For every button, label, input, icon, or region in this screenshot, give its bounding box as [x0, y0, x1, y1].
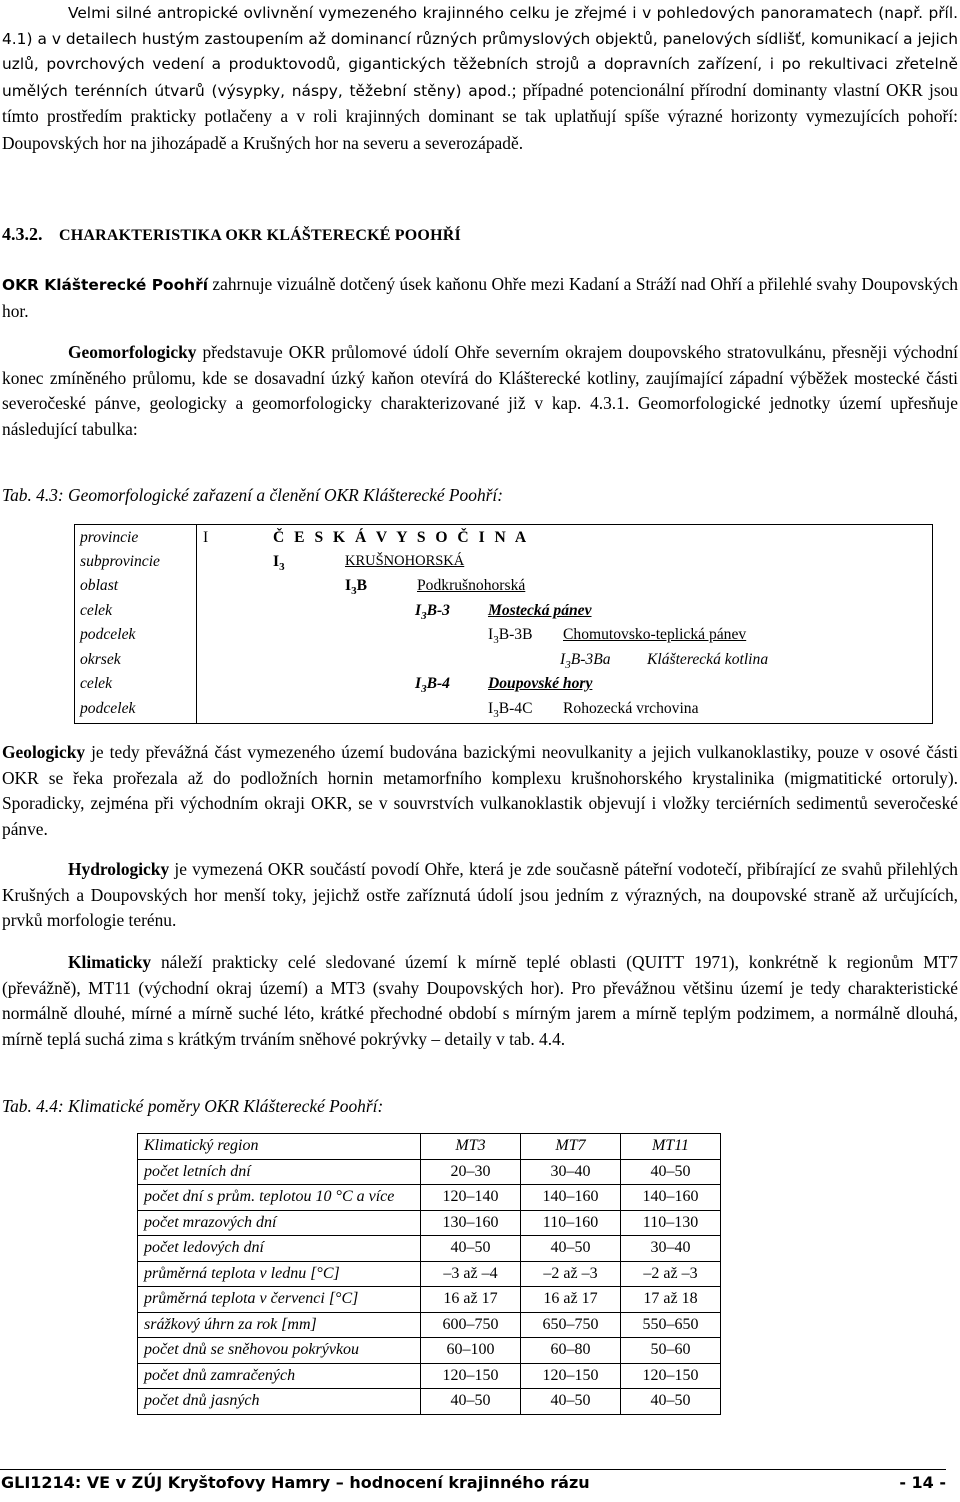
climate-value-cell: 40–50 — [621, 1159, 721, 1185]
table-4-3-caption: Tab. 4.3: Geomorfologické zařazení a členění OKR Klášterecké Poohří: — [2, 485, 504, 505]
climate-row — [138, 1389, 721, 1415]
climate-value-cell: 110–130 — [621, 1210, 721, 1236]
climate-value-cell: 40–50 — [521, 1389, 621, 1415]
climate-row — [138, 1312, 721, 1338]
code-cell: $I_3B-3$ — [415, 602, 450, 623]
unit-name-cell: Mostecká pánev — [488, 602, 592, 619]
climate-row-label: průměrná teplota v lednu [°C] — [138, 1261, 421, 1287]
climate-row-label: počet dnů se sněhovou pokrývkou — [138, 1338, 421, 1364]
intro-paragraph — [2, 1, 958, 157]
climate-value-cell: MT7 — [521, 1134, 621, 1160]
code-cell: $I_3B$ — [345, 577, 367, 598]
unit-name-cell: Č E S K Á V Y S O Č I N A — [273, 529, 530, 546]
citation-author: QUITT — [632, 952, 685, 972]
code-cell: $I_3B-3Ba$ — [560, 651, 611, 672]
climate-row — [138, 1363, 721, 1389]
climate-value-cell: 600–750 — [421, 1312, 521, 1338]
climate-value-cell: 40–50 — [421, 1389, 521, 1415]
climate-value-cell: 16 až 17 — [521, 1287, 621, 1313]
climate-value-cell: 30–40 — [621, 1236, 721, 1262]
code-cell: I — [203, 529, 209, 546]
hydrology-text: je vymezená OKR součástí povodí Ohře, která je zde současně páteřní vodotečí, přibírající ze svahů přilehlých Krušných a Doupovských hor menší toky, jejichž ostře zaříznutá údolí jsou jedním z výrazných, na doupovské straně až určujících, prvků morfologie terénu. — [2, 859, 958, 930]
unit-name-cell: Doupovské hory — [488, 675, 593, 692]
climate-row — [138, 1261, 721, 1287]
page-number: - 14 - — [899, 1473, 946, 1492]
climate-row — [138, 1159, 721, 1185]
intro-text-a: Velmi silné antropické ovlivnění vymezeného krajinného celku je zřejmé i v pohledových panoramatech (např. příl. 4.1) a v detailech hustým zastoupením až dominancí různých průmyslových objektů, panelových sídlišť, komunikací a jejich uzlů, povrchových vedení a produktovodů, gigantických těžebních strojů a dopravních zařízení, i po rekultivaci zřetelně umělých terénních útvarů (výsypky, náspy, těžební stěny) apod. — [2, 4, 958, 100]
climate-lead: Klimaticky — [68, 952, 152, 972]
intro-text-b: ; případné potencionální přírodní dominanty vlastní OKR jsou tímto prostředím prakticky potlačeny a v roli krajinných dominant se tak uplatňují spíše výrazné horizonty vymezujících pohoří: Doupovských hor na jihozápadě a Krušných hor na severu a severozápadě. — [2, 79, 958, 153]
unit-name-cell: Chomutovsko-teplická pánev — [563, 626, 747, 643]
climate-value-cell: 650–750 — [521, 1312, 621, 1338]
row-label-okrsek: okrsek — [80, 651, 121, 668]
footer-title: GLI1214: VE v ZÚJ Kryštofovy Hamry – hodnocení krajinného rázu — [1, 1473, 590, 1492]
table-4-4-caption: Tab. 4.4: Klimatické poměry OKR Klášterecké Poohří: — [2, 1096, 384, 1116]
unit-name-cell: Podkrušnohorská — [417, 577, 526, 594]
climate-value-cell: 120–150 — [621, 1363, 721, 1389]
climate-value-cell: 550–650 — [621, 1312, 721, 1338]
hydrology-paragraph — [2, 857, 958, 934]
climate-value-cell: 30–40 — [521, 1159, 621, 1185]
climate-value-cell: 20–30 — [421, 1159, 521, 1185]
climate-row-label: počet ledových dní — [138, 1236, 421, 1262]
okr-lead: OKR Klášterecké Poohří — [2, 276, 208, 294]
section-number: 4.3.2. — [2, 224, 43, 244]
climate-paragraph — [2, 950, 958, 1052]
geomorph-lead: Geomorfologicky — [68, 342, 197, 362]
geology-paragraph — [2, 740, 958, 842]
unit-name-cell: Rohozecká vrchovina — [563, 700, 699, 717]
climate-value-cell: MT11 — [621, 1134, 721, 1160]
code-cell: $I_3B-4C$ — [488, 700, 533, 721]
code-cell — [273, 553, 285, 573]
climate-value-cell: 140–160 — [621, 1185, 721, 1211]
climate-value-cell: MT3 — [421, 1134, 521, 1160]
climate-value-cell: 40–50 — [521, 1236, 621, 1262]
climate-value-cell: 60–100 — [421, 1338, 521, 1364]
climate-row — [138, 1338, 721, 1364]
climate-row-label: počet dnů jasných — [138, 1389, 421, 1415]
row-label-podcelek: podcelek — [80, 700, 136, 717]
climate-row — [138, 1210, 721, 1236]
climate-value-cell: 140–160 — [521, 1185, 621, 1211]
climate-value-cell: 40–50 — [621, 1389, 721, 1415]
climate-header-row — [138, 1134, 721, 1160]
okr-text: zahrnuje vizuálně dotčený úsek kaňonu Ohře mezi Kadaní a Stráží nad Ohří a přilehlé svahy Doupovských hor. — [2, 274, 958, 321]
unit-name-cell: Klášterecká kotlina — [647, 651, 769, 668]
hydrology-lead: Hydrologicky — [68, 859, 170, 879]
geomorph-text: představuje OKR průlomové údolí Ohře severním okrajem doupovského stratovulkánu, přesněji východní konec zmíněného průlomu, kde se dosavadní úzký kaňon otevírá do Klášterecké kotliny, zaujímající západní výběžek mostecké části severočeské pánve, geologicky a geomorfologicky charakterizované již v kap. 4.3.1. Geomorfologické jednotky území upřesňuje následující tabulka: — [2, 342, 958, 439]
climate-row-label: průměrná teplota v červenci [°C] — [138, 1287, 421, 1313]
climate-value-cell: 16 až 17 — [421, 1287, 521, 1313]
climate-text-1: náleží prakticky celé sledované území k mírně teplé oblasti ( — [151, 952, 633, 972]
climate-value-cell: 120–150 — [421, 1363, 521, 1389]
row-label-celek: celek — [80, 602, 113, 619]
code-cell: $I_3B-4$ — [415, 675, 450, 696]
climate-value-cell: 40–50 — [421, 1236, 521, 1262]
climate-row-label: Klimatický region — [138, 1134, 421, 1160]
climate-table — [137, 1133, 721, 1415]
geomorph-table — [74, 524, 933, 724]
row-label-podcelek: podcelek — [80, 626, 136, 643]
table-divider — [196, 525, 197, 723]
climate-row — [138, 1236, 721, 1262]
section-title: CHARAKTERISTIKA OKR KLÁŠTERECKÉ POOHŘÍ — [59, 227, 461, 244]
climate-row-label: počet dnů zamračených — [138, 1363, 421, 1389]
okr-paragraph — [2, 272, 958, 324]
climate-row-label: počet mrazových dní — [138, 1210, 421, 1236]
code-cell: $I_3B-3B$ — [488, 626, 533, 647]
climate-row-label: srážkový úhrn za rok [mm] — [138, 1312, 421, 1338]
climate-value-cell: 130–160 — [421, 1210, 521, 1236]
climate-value-cell: 17 až 18 — [621, 1287, 721, 1313]
row-label-oblast: oblast — [80, 577, 119, 594]
code-text: $I_3$ — [273, 553, 285, 574]
climate-row-label: počet letních dní — [138, 1159, 421, 1185]
climate-value-cell: –3 až –4 — [421, 1261, 521, 1287]
climate-value-cell: 50–60 — [621, 1338, 721, 1364]
row-label-provincie: provincie — [80, 529, 139, 546]
geomorph-paragraph — [2, 340, 958, 442]
row-label-subprovincie: subprovincie — [80, 553, 160, 570]
geology-lead: Geologicky — [2, 742, 86, 762]
climate-text-2: 1971), konkrétně k regionům MT7 (převážně), MT11 (východní okraj území) a MT3 (svahy Doupovských hor). Pro převážnou většinu území je tedy charakteristické normálně dlouhé, mírné a mírně suché léto, krátké přechodné období s mírným jarem a mírně teplým podzimem, a normálně dlouhá, mírně teplá suchá zima s krátkým trváním sněhové pokrývky – detaily v tab. 4.4. — [2, 952, 958, 1049]
climate-value-cell: –2 až –3 — [621, 1261, 721, 1287]
climate-row — [138, 1287, 721, 1313]
row-label-celek: celek — [80, 675, 113, 692]
climate-value-cell: 60–80 — [521, 1338, 621, 1364]
climate-value-cell: 120–140 — [421, 1185, 521, 1211]
section-heading — [2, 224, 461, 245]
climate-row-label: počet dní s prům. teplotou 10 °C a více — [138, 1185, 421, 1211]
footer-rule — [0, 1469, 946, 1470]
climate-value-cell: 120–150 — [521, 1363, 621, 1389]
climate-row — [138, 1185, 721, 1211]
unit-name-cell: KRUŠNOHORSKÁ — [345, 553, 465, 569]
climate-value-cell: 110–160 — [521, 1210, 621, 1236]
geology-text: je tedy převážná část vymezeného území budována bazickými neovulkanity a jejich vulkanoklastiky, pouze v osové části OKR se řeka prořezala až do podložních hornin metamorfního komplexu krušnohorského krystalinika (migmatitické ortoruly). Sporadicky, zejména při východním okraji OKR, se v souvrstvích vulkanoklastik objevují i vložky terciérních sedimentů severočeské pánve. — [2, 742, 958, 839]
climate-value-cell: –2 až –3 — [521, 1261, 621, 1287]
